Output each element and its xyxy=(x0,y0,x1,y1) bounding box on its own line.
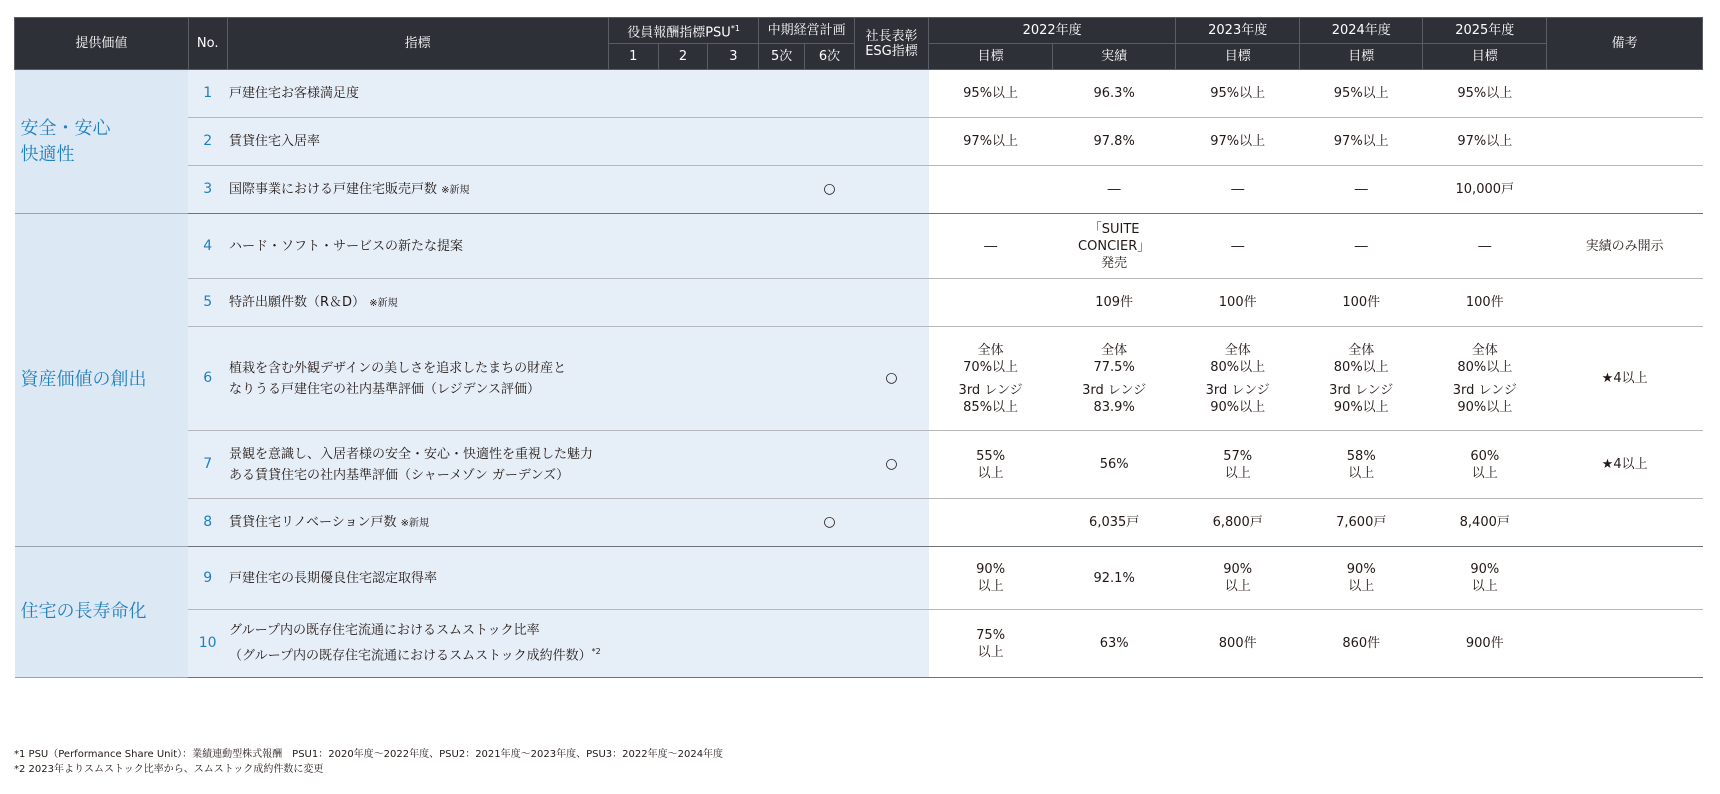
remark xyxy=(1547,279,1703,327)
esg-mark: ○ xyxy=(854,327,928,431)
actual-2022: 97.8% xyxy=(1053,118,1176,166)
row-number: 4 xyxy=(188,214,227,279)
footnote-1: *1 PSU（Performance Share Unit）：業績連動型株式報酬 PSU1：2020年度～2022年度、PSU2：2021年度～2023年度、PSU3：2022年度～2024年度 xyxy=(14,749,724,760)
target-2024: 全体 80%以上 3rd レンジ 90%以上 xyxy=(1300,327,1423,431)
target-2022 xyxy=(929,499,1053,547)
midterm-6-mark: ○ xyxy=(805,499,855,547)
indicator-table xyxy=(14,17,1703,678)
header-psu: 役員報酬指標PSU$^{*1}$ xyxy=(608,18,758,44)
target-2022: ― xyxy=(929,214,1053,279)
table-row xyxy=(15,166,1703,214)
table-header xyxy=(15,18,1703,70)
header-2022-target: 目標 xyxy=(929,44,1053,70)
indicator-name: 賃貸住宅入居率 xyxy=(227,118,608,166)
table-row xyxy=(15,610,1703,678)
target-2025: 60% 以上 xyxy=(1423,431,1547,499)
actual-2022: 96.3% xyxy=(1053,70,1176,118)
target-2024: 100件 xyxy=(1300,279,1423,327)
actual-2022: 「SUITE CONCIER」 発売 xyxy=(1053,214,1176,279)
category-safety-comfort: 安全・安心 快適性 xyxy=(15,70,189,214)
row-number: 6 xyxy=(188,327,227,431)
target-2025: 全体 80%以上 3rd レンジ 90%以上 xyxy=(1423,327,1547,431)
indicator-name: 特許出願件数（R＆D） ※新規 xyxy=(227,279,608,327)
target-2025: 10,000戸 xyxy=(1423,166,1547,214)
target-2023: 800件 xyxy=(1176,610,1300,678)
target-2022: 55% 以上 xyxy=(929,431,1053,499)
header-midterm-6: 6次 xyxy=(805,44,855,70)
esg-mark: ○ xyxy=(854,431,928,499)
target-2024: 97%以上 xyxy=(1300,118,1423,166)
header-psu-3: 3 xyxy=(708,44,759,70)
new-note: ※新規 xyxy=(369,297,398,309)
target-2024: ― xyxy=(1300,214,1423,279)
header-2022-actual: 実績 xyxy=(1053,44,1176,70)
target-2024: 90% 以上 xyxy=(1300,547,1423,610)
table-row xyxy=(15,279,1703,327)
indicator-name: 国際事業における戸建住宅販売戸数 ※新規 xyxy=(227,166,608,214)
target-2022: 75% 以上 xyxy=(929,610,1053,678)
target-2023: 97%以上 xyxy=(1176,118,1300,166)
target-2024: 95%以上 xyxy=(1300,70,1423,118)
header-psu-1: 1 xyxy=(608,44,658,70)
remark xyxy=(1547,70,1703,118)
target-2025: 900件 xyxy=(1423,610,1547,678)
target-2022: 95%以上 xyxy=(929,70,1053,118)
target-2024: ― xyxy=(1300,166,1423,214)
header-2023: 2023年度 xyxy=(1176,18,1300,44)
row-number: 2 xyxy=(188,118,227,166)
header-2024-target: 目標 xyxy=(1300,44,1423,70)
midterm-6-mark: ○ xyxy=(805,166,855,214)
table-row xyxy=(15,499,1703,547)
header-2024: 2024年度 xyxy=(1300,18,1423,44)
row-number: 8 xyxy=(188,499,227,547)
target-2024: 7,600戸 xyxy=(1300,499,1423,547)
target-2022: 90% 以上 xyxy=(929,547,1053,610)
table-row xyxy=(15,214,1703,279)
target-2025: 100件 xyxy=(1423,279,1547,327)
new-note: ※新規 xyxy=(400,517,429,529)
table-row xyxy=(15,547,1703,610)
header-midterm: 中期経営計画 xyxy=(759,18,855,44)
row-number: 1 xyxy=(188,70,227,118)
header-psu-2: 2 xyxy=(658,44,708,70)
remark xyxy=(1547,499,1703,547)
target-2025: 90% 以上 xyxy=(1423,547,1547,610)
target-2023: 全体 80%以上 3rd レンジ 90%以上 xyxy=(1176,327,1300,431)
remark xyxy=(1547,547,1703,610)
header-no: No. xyxy=(188,18,227,70)
target-2024: 860件 xyxy=(1300,610,1423,678)
indicator-table-wrapper xyxy=(14,17,1703,678)
actual-2022: 109件 xyxy=(1053,279,1176,327)
remark: 実績のみ開示 xyxy=(1547,214,1703,279)
header-remarks: 備考 xyxy=(1547,18,1703,70)
target-2023: 90% 以上 xyxy=(1176,547,1300,610)
target-2025: 8,400戸 xyxy=(1423,499,1547,547)
header-2023-target: 目標 xyxy=(1176,44,1300,70)
target-2025: ― xyxy=(1423,214,1547,279)
header-midterm-5: 5次 xyxy=(759,44,805,70)
remark: ★4以上 xyxy=(1547,327,1703,431)
header-esg: 社長表彰 ESG指標 xyxy=(854,18,928,70)
table-row xyxy=(15,431,1703,499)
row-number: 9 xyxy=(188,547,227,610)
row-number: 7 xyxy=(188,431,227,499)
remark: ★4以上 xyxy=(1547,431,1703,499)
new-note: ※新規 xyxy=(441,184,470,196)
row-number: 3 xyxy=(188,166,227,214)
target-2025: 97%以上 xyxy=(1423,118,1547,166)
header-2022: 2022年度 xyxy=(929,18,1176,44)
indicator-name: 戸建住宅お客様満足度 xyxy=(227,70,608,118)
header-2025-target: 目標 xyxy=(1423,44,1547,70)
category-longevity: 住宅の長寿命化 xyxy=(15,547,189,678)
table-row xyxy=(15,118,1703,166)
table-row xyxy=(15,70,1703,118)
target-2023: 100件 xyxy=(1176,279,1300,327)
header-2025: 2025年度 xyxy=(1423,18,1547,44)
remark xyxy=(1547,610,1703,678)
indicator-name: 戸建住宅の長期優良住宅認定取得率 xyxy=(227,547,608,610)
actual-2022: 6,035戸 xyxy=(1053,499,1176,547)
actual-2022: ― xyxy=(1053,166,1176,214)
target-2025: 95%以上 xyxy=(1423,70,1547,118)
indicator-name: 植栽を含む外観デザインの美しさを追求したまちの財産と なりうる戸建住宅の社内基準評価（レジデンス評価） xyxy=(227,327,608,431)
actual-2022: 56% xyxy=(1053,431,1176,499)
actual-2022: 92.1% xyxy=(1053,547,1176,610)
row-number: 5 xyxy=(188,279,227,327)
indicator-name: 賃貸住宅リノベーション戸数 ※新規 xyxy=(227,499,608,547)
footnote-2: *2 2023年よりスムストック比率から、スムストック成約件数に変更 xyxy=(14,764,324,775)
target-2023: 57% 以上 xyxy=(1176,431,1300,499)
header-indicator: 指標 xyxy=(227,18,608,70)
remark xyxy=(1547,118,1703,166)
actual-2022: 63% xyxy=(1053,610,1176,678)
category-asset-value: 資産価値の創出 xyxy=(15,214,189,547)
table-row xyxy=(15,327,1703,431)
row-number: 10 xyxy=(188,610,227,678)
target-2024: 58% 以上 xyxy=(1300,431,1423,499)
indicator-name: グループ内の既存住宅流通におけるスムストック比率 （グループ内の既存住宅流通におけるスムストック成約件数）$^{*2}$ xyxy=(227,610,608,678)
target-2023: ― xyxy=(1176,166,1300,214)
actual-2022: 全体 77.5% 3rd レンジ 83.9% xyxy=(1053,327,1176,431)
target-2023: 6,800戸 xyxy=(1176,499,1300,547)
target-2023: 95%以上 xyxy=(1176,70,1300,118)
target-2023: ― xyxy=(1176,214,1300,279)
indicator-name: 景観を意識し、入居者様の安全・安心・快適性を重視した魅力 ある賃貸住宅の社内基準評価（シャーメゾン ガーデンズ） xyxy=(227,431,608,499)
target-2022 xyxy=(929,166,1053,214)
table-body xyxy=(15,70,1703,678)
footnotes xyxy=(14,747,723,777)
target-2022: 97%以上 xyxy=(929,118,1053,166)
indicator-name: ハード・ソフト・サービスの新たな提案 xyxy=(227,214,608,279)
target-2022 xyxy=(929,279,1053,327)
remark xyxy=(1547,166,1703,214)
header-provided-value: 提供価値 xyxy=(15,18,189,70)
target-2022: 全体 70%以上 3rd レンジ 85%以上 xyxy=(929,327,1053,431)
